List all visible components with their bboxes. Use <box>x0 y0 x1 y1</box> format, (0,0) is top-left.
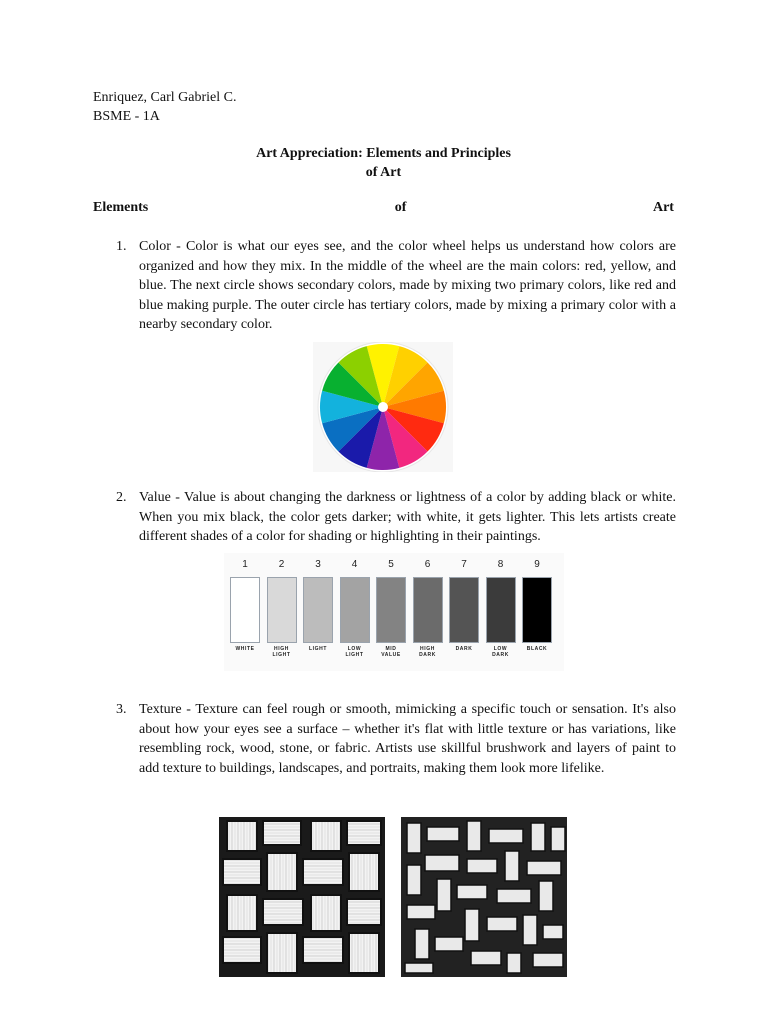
value-number: 4 <box>351 559 358 570</box>
value-number: 1 <box>242 559 248 570</box>
value-label: WHITE <box>235 646 255 652</box>
value-swatch <box>486 577 516 643</box>
value-swatch <box>267 577 297 643</box>
basketweave-texture-image <box>401 817 567 977</box>
value-label: LOW DARK <box>492 646 509 658</box>
value-swatch <box>522 577 552 643</box>
woven-texture-image <box>219 817 385 977</box>
item-number: 2. <box>116 490 127 505</box>
value-number: 2 <box>278 559 285 570</box>
value-label: LOW LIGHT <box>345 646 364 658</box>
document-title <box>93 144 674 182</box>
title-line-2: of Art <box>365 165 402 180</box>
value-swatch <box>376 577 406 643</box>
item-text: Texture - Texture can feel rough or smooth, mimicking a specific touch or sensation. It's also about how your eyes see a surface – whether it's flat with little texture or has variations, like resembling rock, wood, stone, or fabric. Artists use skillful brushwork and layers of paint to add texture to buildings, landscapes, and portraits, making them look more lifelike. <box>139 702 676 776</box>
value-swatch <box>303 577 333 643</box>
list-item-color <box>116 237 676 335</box>
value-number: 6 <box>424 559 431 570</box>
heading-word-3: Art <box>652 200 674 215</box>
author-name: Enriquez, Carl Gabriel C. <box>93 90 237 105</box>
section-heading <box>93 200 674 216</box>
value-swatch <box>230 577 260 643</box>
value-swatch <box>413 577 443 643</box>
section-code: BSME - 1A <box>93 109 160 124</box>
value-scale-image <box>224 553 564 671</box>
value-swatch <box>340 577 370 643</box>
value-label: BLACK <box>526 646 548 652</box>
heading-word-1: Elements <box>93 200 149 215</box>
list-item-value <box>116 488 676 547</box>
value-number: 8 <box>497 559 504 570</box>
author-block <box>93 88 236 126</box>
item-text: Color - Color is what our eyes see, and the color wheel helps us understand how colors are organized and how they mix. In the middle of the wheel are the main colors: red, yellow, and blue. The next circle shows secondary colors, made by mixing two primary colors, like red and blue making purple. The outer circle has tertiary colors, made by mixing a primary color with a nearby secondary color. <box>139 239 676 332</box>
item-number: 3. <box>116 702 127 717</box>
value-label: DARK <box>455 646 473 652</box>
value-label: LIGHT <box>309 646 327 652</box>
value-label: MID VALUE <box>381 646 401 658</box>
value-swatch <box>449 577 479 643</box>
value-number: 3 <box>315 559 321 570</box>
value-number: 9 <box>534 559 540 570</box>
value-label: HIGH DARK <box>419 646 436 658</box>
title-line-1: Art Appreciation: Elements and Principles <box>256 146 511 161</box>
value-number: 7 <box>461 559 467 570</box>
item-number: 1. <box>116 239 127 254</box>
heading-word-2: of <box>394 200 407 215</box>
item-text: Value - Value is about changing the darkness or lightness of a color by adding black or white. When you mix black, the color gets darker; with white, it gets lighter. This lets artists create different shades of a color for shading or highlighting in their paintings. <box>139 490 676 544</box>
list-item-texture <box>116 700 676 778</box>
color-wheel-image <box>313 342 453 472</box>
value-label: HIGH LIGHT <box>272 646 291 658</box>
value-number: 5 <box>388 559 394 570</box>
